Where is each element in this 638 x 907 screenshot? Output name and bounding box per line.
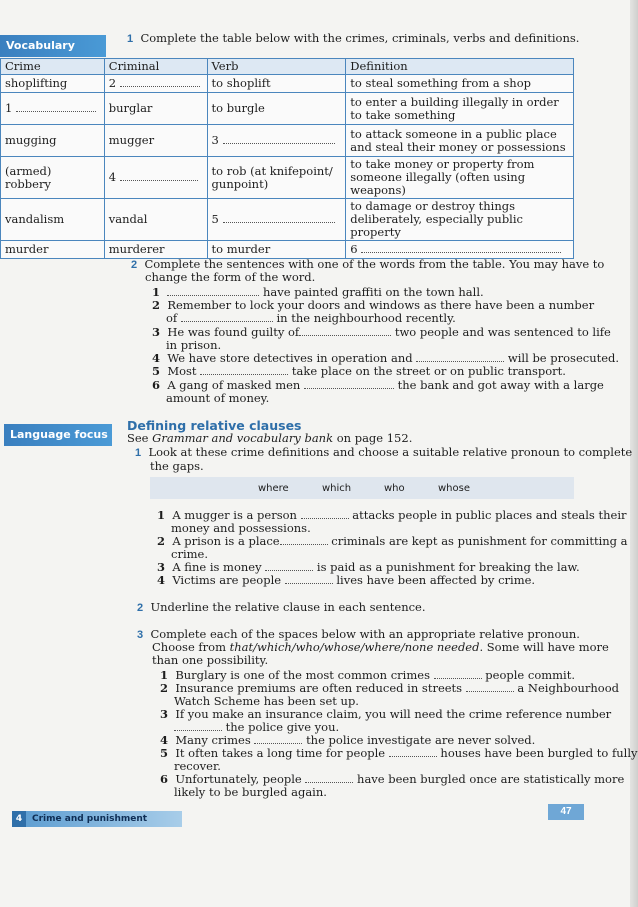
table-row bbox=[1, 125, 574, 157]
column-header: Criminal bbox=[104, 59, 207, 75]
cell-criminal: burglar bbox=[104, 93, 207, 125]
table-header-row bbox=[1, 59, 574, 75]
answer-blank[interactable] bbox=[299, 326, 391, 336]
exercise-2-instruction: 2 Complete the sentences with one of the words from the table. You may have to bbox=[131, 257, 605, 271]
sentence-item: 4 Many crimes the police investigate are never solved. bbox=[160, 733, 536, 747]
answer-blank[interactable] bbox=[167, 286, 259, 296]
table-row bbox=[1, 199, 574, 241]
answer-blank[interactable] bbox=[265, 561, 313, 571]
sentence-line: Watch Scheme has been set up. bbox=[174, 694, 359, 708]
table-row bbox=[1, 157, 574, 199]
cell-definition: to enter a building illegally in order to take something bbox=[346, 93, 574, 125]
sentence-item: 3 If you make an insurance claim, you will need the crime reference number bbox=[160, 707, 612, 721]
page-number: 47 bbox=[548, 804, 584, 820]
cell-verb: to shoplift bbox=[207, 75, 346, 93]
exercise-number: 1 bbox=[135, 447, 142, 459]
exercise-lf1-instruction: 1 Look at these crime definitions and choose a suitable relative pronoun to complete bbox=[135, 445, 633, 459]
answer-blank[interactable] bbox=[254, 734, 302, 744]
cell-criminal: murderer bbox=[104, 241, 207, 259]
exercise-lf1-instruction-cont: the gaps. bbox=[150, 459, 204, 473]
exercise-lf3-instruction: 3 Complete each of the spaces below with an appropriate relative pronoun. bbox=[137, 627, 580, 641]
answer-blank[interactable] bbox=[305, 773, 353, 783]
answer-blank[interactable] bbox=[181, 312, 273, 322]
unit-title: Crime and punishment bbox=[32, 814, 148, 824]
cell-verb[interactable]: 3 bbox=[207, 125, 346, 157]
sentence-line: in prison. bbox=[166, 338, 222, 352]
exercise-number: 2 bbox=[137, 602, 144, 614]
answer-blank[interactable] bbox=[285, 574, 333, 584]
answer-blank[interactable] bbox=[200, 365, 288, 375]
sentence-item: 6 A gang of masked men the bank and got away with a large bbox=[152, 378, 604, 392]
unit-number: 4 bbox=[12, 811, 26, 827]
sentence-item: 1 have painted graffiti on the town hall. bbox=[152, 285, 484, 299]
column-header: Crime bbox=[1, 59, 105, 75]
answer-blank[interactable] bbox=[304, 379, 394, 389]
sentence-line: the police give you. bbox=[174, 721, 339, 735]
table-row bbox=[1, 241, 574, 259]
cell-verb: to rob (at knifepoint/ gunpoint) bbox=[207, 157, 346, 199]
exercise-lf3-instruction-cont: than one possibility. bbox=[152, 653, 269, 667]
sentence-line: money and possessions. bbox=[171, 521, 311, 535]
table-row bbox=[1, 93, 574, 125]
grammar-reference: See Grammar and vocabulary bank on page 152. bbox=[127, 431, 413, 445]
sentence-item: 1 A mugger is a person attacks people in public places and steals their bbox=[157, 508, 627, 522]
answer-blank[interactable] bbox=[416, 352, 504, 362]
cell-criminal: vandal bbox=[104, 199, 207, 241]
cell-crime: vandalism bbox=[1, 199, 105, 241]
cell-criminal: mugger bbox=[104, 125, 207, 157]
word-option: which bbox=[322, 483, 352, 494]
sentence-line: crime. bbox=[171, 547, 208, 561]
cell-definition: to damage or destroy things deliberately, especially public property bbox=[346, 199, 574, 241]
sentence-item: 4 We have store detectives in operation and will be prosecuted. bbox=[152, 351, 620, 365]
sentence-item: 2 A prison is a place criminals are kept as punishment for committing a bbox=[157, 534, 628, 548]
sentence-item: 3 A fine is money is paid as a punishment for breaking the law. bbox=[157, 560, 580, 574]
column-header: Definition bbox=[346, 59, 574, 75]
cell-definition: to attack someone in a public place and steal their money or possessions bbox=[346, 125, 574, 157]
sentence-item: 2 Insurance premiums are often reduced in streets a Neighbourhood bbox=[160, 681, 620, 695]
answer-blank[interactable] bbox=[389, 747, 437, 757]
cell-definition: to take money or property from someone illegally (often using weapons) bbox=[346, 157, 574, 199]
exercise-number: 1 bbox=[127, 33, 134, 45]
cell-definition: to steal something from a shop bbox=[346, 75, 574, 93]
unit-footer bbox=[12, 811, 182, 827]
answer-blank[interactable] bbox=[434, 669, 482, 679]
exercise-number: 2 bbox=[131, 259, 138, 271]
word-option: where bbox=[258, 483, 289, 494]
cell-criminal[interactable]: 2 bbox=[104, 75, 207, 93]
answer-blank[interactable] bbox=[466, 682, 514, 692]
section-tag-language-focus: Language focus bbox=[4, 424, 112, 446]
exercise-lf3-instruction-cont: Choose from that/which/who/whose/where/none needed. Some will have more bbox=[152, 640, 609, 654]
sentence-line: amount of money. bbox=[166, 391, 270, 405]
word-option: whose bbox=[438, 483, 470, 494]
sentence-item: 4 Victims are people lives have been affected by crime. bbox=[157, 573, 536, 587]
sentence-line: of in the neighbourhood recently. bbox=[166, 311, 456, 325]
sentence-line: likely to be burgled again. bbox=[174, 785, 327, 799]
sentence-item: 3 He was found guilty of two people and was sentenced to life bbox=[152, 325, 611, 339]
word-option: who bbox=[384, 483, 405, 494]
cell-criminal[interactable]: 4 bbox=[104, 157, 207, 199]
vocabulary-table bbox=[0, 58, 574, 259]
cell-crime: murder bbox=[1, 241, 105, 259]
sentence-item: 1 Burglary is one of the most common crimes people commit. bbox=[160, 668, 576, 682]
exercise-2-instruction-cont: change the form of the word. bbox=[145, 270, 316, 284]
exercise-1-instruction: 1 Complete the table below with the crimes, criminals, verbs and definitions. bbox=[127, 31, 580, 45]
cell-crime: mugging bbox=[1, 125, 105, 157]
column-header: Verb bbox=[207, 59, 346, 75]
answer-blank[interactable] bbox=[174, 721, 222, 731]
cell-crime[interactable]: 1 bbox=[1, 93, 105, 125]
word-box bbox=[150, 477, 574, 499]
sentence-item: 2 Remember to lock your doors and windows as there have been a number bbox=[152, 298, 595, 312]
sentence-line: recover. bbox=[174, 759, 221, 773]
section-tag-vocabulary: Vocabulary bbox=[0, 35, 106, 57]
exercise-number: 3 bbox=[137, 629, 144, 641]
cell-verb[interactable]: 5 bbox=[207, 199, 346, 241]
sentence-item: 5 Most take place on the street or on public transport. bbox=[152, 364, 566, 378]
cell-verb: to burgle bbox=[207, 93, 346, 125]
cell-definition[interactable]: 6 bbox=[346, 241, 574, 259]
answer-blank[interactable] bbox=[280, 535, 328, 545]
answer-blank[interactable] bbox=[301, 509, 349, 519]
section-heading: Defining relative clauses bbox=[127, 418, 302, 433]
sentence-item: 6 Unfortunately, people have been burgled once are statistically more bbox=[160, 772, 625, 786]
sentence-item: 5 It often takes a long time for people houses have been burgled to fully bbox=[160, 746, 638, 760]
cell-crime: shoplifting bbox=[1, 75, 105, 93]
cell-verb: to murder bbox=[207, 241, 346, 259]
exercise-lf2-instruction: 2 Underline the relative clause in each sentence. bbox=[137, 600, 426, 614]
cell-crime: (armed) robbery bbox=[1, 157, 105, 199]
table-row bbox=[1, 75, 574, 93]
